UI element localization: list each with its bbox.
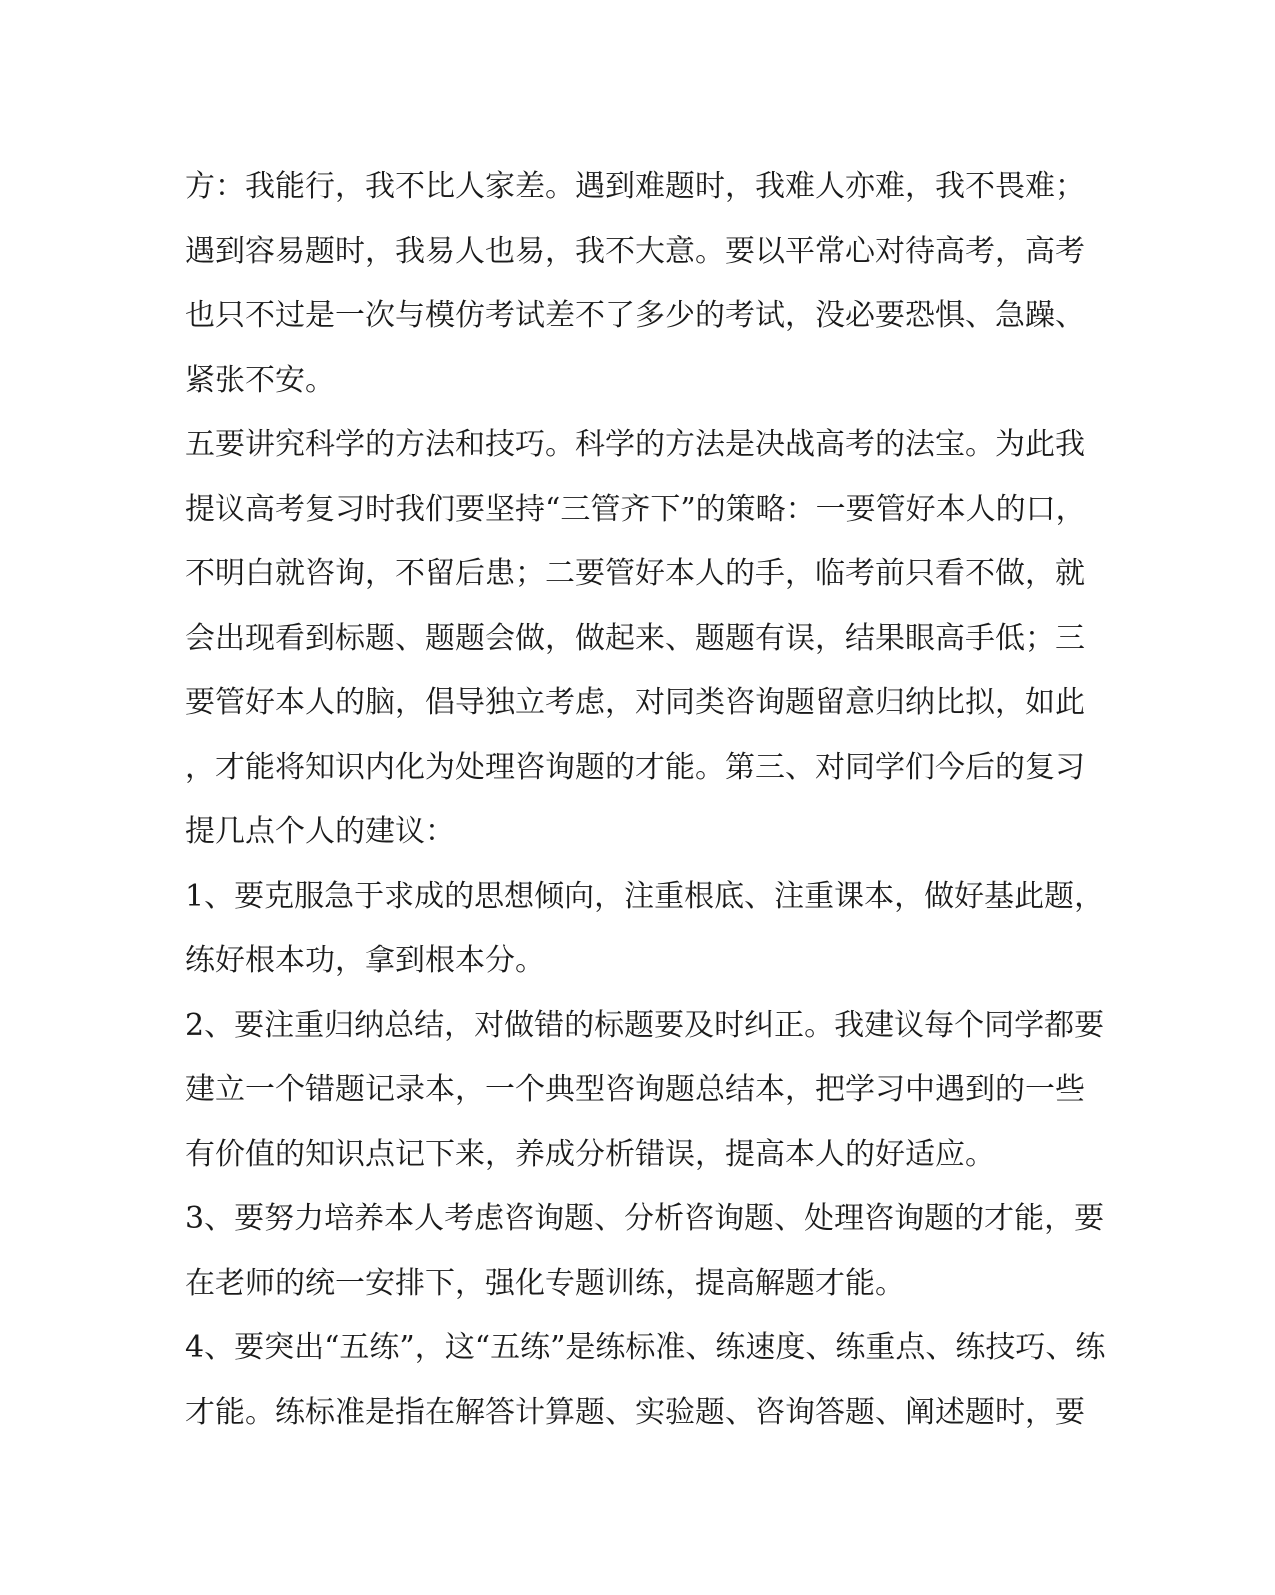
body-text xyxy=(185,155,1106,1445)
text-line: ，才能将知识内化为处理咨询题的才能。第三、对同学们今后的复习 xyxy=(185,749,1085,785)
text-line: 有价值的知识点记下来，养成分析错误，提高本人的好适应。 xyxy=(185,1136,995,1172)
text-line: 要管好本人的脑，倡导独立考虑，对同类咨询题留意归纳比拟，如此 xyxy=(185,685,1085,720)
text-line: 也只不过是一次与模仿考试差不了多少的考试，没必要恐惧、急躁、 xyxy=(185,298,1085,333)
text-line: 方：我能行，我不比人家差。遇到难题时，我难人亦难，我不畏难； xyxy=(185,169,1085,204)
text-line: 不明白就咨询，不留后患；二要管好本人的手，临考前只看不做，就 xyxy=(185,556,1085,591)
text-line: 会出现看到标题、题题会做，做起来、题题有误，结果眼高手低；三 xyxy=(185,620,1085,656)
text-line: 1、要克服急于求成的思想倾向，注重根底、注重课本，做好基此题， xyxy=(185,878,1105,914)
text-line: 遇到容易题时，我易人也易，我不大意。要以平常心对待高考，高考 xyxy=(185,233,1085,269)
text-line: 提议高考复习时我们要坚持“三管齐下”的策略：一要管好本人的口， xyxy=(185,491,1086,527)
text-line: 4、要突出“五练”，这“五练”是练标准、练速度、练重点、练技巧、练 xyxy=(185,1330,1106,1365)
text-line: 才能。练标准是指在解答计算题、实验题、咨询答题、阐述题时，要 xyxy=(185,1394,1085,1430)
text-line: 2、要注重归纳总结，对做错的标题要及时纠正。我建议每个同学都要 xyxy=(185,1007,1105,1043)
text-line: 五要讲究科学的方法和技巧。科学的方法是决战高考的法宝。为此我 xyxy=(185,427,1085,462)
text-line: 练好根本功，拿到根本分。 xyxy=(185,943,545,978)
text-line: 提几点个人的建议： xyxy=(185,814,455,849)
text-line: 建立一个错题记录本，一个典型咨询题总结本，把学习中遇到的一些 xyxy=(185,1072,1085,1107)
text-line: 3、要努力培养本人考虑咨询题、分析咨询题、处理咨询题的才能，要 xyxy=(185,1201,1105,1236)
text-line: 紧张不安。 xyxy=(185,362,335,398)
text-line: 在老师的统一安排下，强化专题训练，提高解题才能。 xyxy=(185,1265,905,1301)
